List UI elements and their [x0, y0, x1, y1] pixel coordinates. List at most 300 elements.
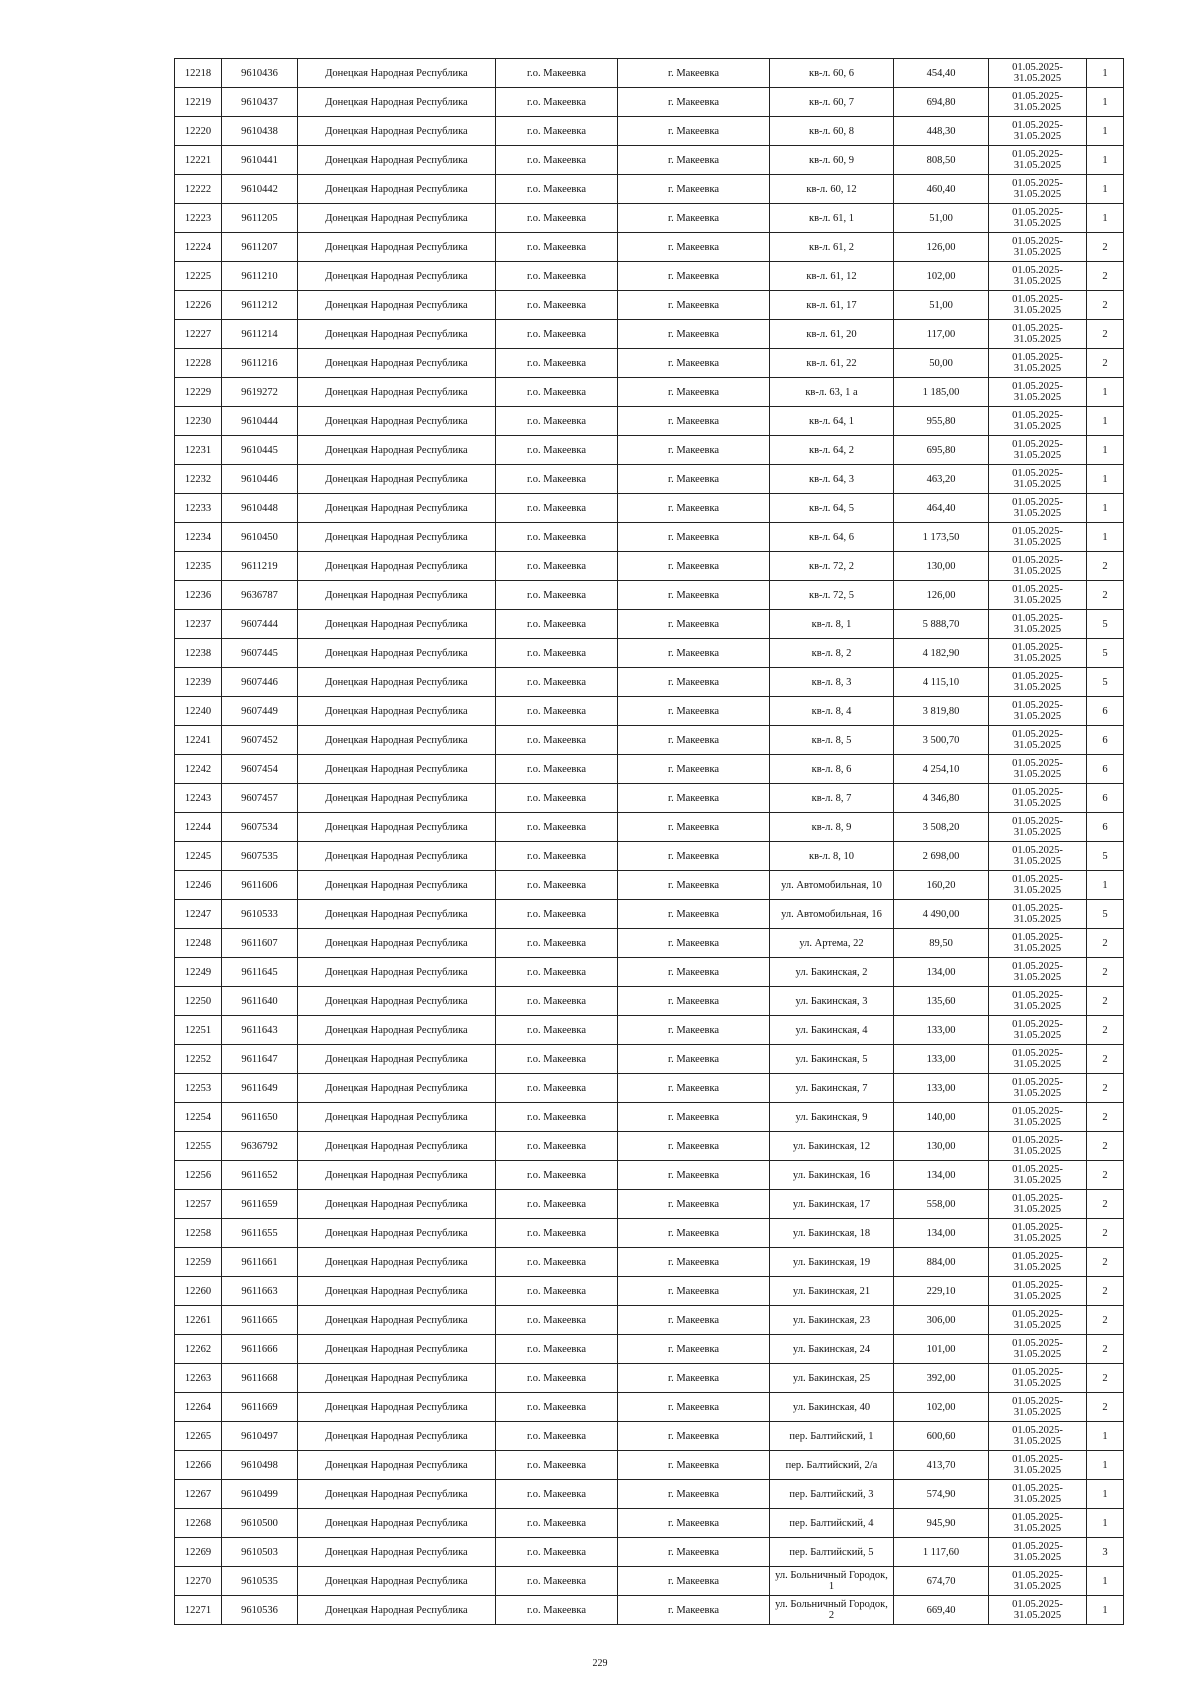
row-number-cell: 12232 [175, 465, 222, 494]
address-cell: кв-л. 8, 10 [770, 842, 894, 871]
row-number-cell: 12228 [175, 349, 222, 378]
category-cell: 1 [1087, 523, 1124, 552]
amount-cell: 51,00 [894, 291, 989, 320]
row-number-cell: 12219 [175, 88, 222, 117]
category-cell: 5 [1087, 842, 1124, 871]
table-row [175, 1103, 1124, 1132]
district-cell: г.о. Макеевка [496, 291, 618, 320]
district-cell: г.о. Макеевка [496, 1393, 618, 1422]
table-row [175, 1538, 1124, 1567]
account-number-cell: 9607534 [222, 813, 298, 842]
row-number-cell: 12226 [175, 291, 222, 320]
district-cell: г.о. Макеевка [496, 1364, 618, 1393]
account-number-cell: 9611219 [222, 552, 298, 581]
account-number-cell: 9610445 [222, 436, 298, 465]
category-cell: 1 [1087, 204, 1124, 233]
account-number-cell: 9607452 [222, 726, 298, 755]
table-row [175, 262, 1124, 291]
category-cell: 1 [1087, 1422, 1124, 1451]
account-number-cell: 9610438 [222, 117, 298, 146]
period-cell: 01.05.2025-31.05.2025 [989, 1132, 1087, 1161]
category-cell: 2 [1087, 1161, 1124, 1190]
address-cell: кв-л. 64, 1 [770, 407, 894, 436]
district-cell: г.о. Макеевка [496, 813, 618, 842]
amount-cell: 4 254,10 [894, 755, 989, 784]
district-cell: г.о. Макеевка [496, 958, 618, 987]
address-cell: пер. Балтийский, 3 [770, 1480, 894, 1509]
category-cell: 1 [1087, 436, 1124, 465]
category-cell: 5 [1087, 668, 1124, 697]
region-cell: Донецкая Народная Республика [298, 407, 496, 436]
address-cell: ул. Больничный Городок, 1 [770, 1567, 894, 1596]
table-row [175, 958, 1124, 987]
amount-cell: 134,00 [894, 1161, 989, 1190]
address-cell: кв-л. 8, 6 [770, 755, 894, 784]
row-number-cell: 12233 [175, 494, 222, 523]
amount-cell: 558,00 [894, 1190, 989, 1219]
account-number-cell: 9611665 [222, 1306, 298, 1335]
table-row [175, 1045, 1124, 1074]
district-cell: г.о. Макеевка [496, 407, 618, 436]
period-cell: 01.05.2025-31.05.2025 [989, 1190, 1087, 1219]
city-cell: г. Макеевка [618, 1219, 770, 1248]
region-cell: Донецкая Народная Республика [298, 842, 496, 871]
period-cell: 01.05.2025-31.05.2025 [989, 1306, 1087, 1335]
city-cell: г. Макеевка [618, 1509, 770, 1538]
city-cell: г. Макеевка [618, 1451, 770, 1480]
table-row [175, 204, 1124, 233]
period-cell: 01.05.2025-31.05.2025 [989, 900, 1087, 929]
account-number-cell: 9610499 [222, 1480, 298, 1509]
row-number-cell: 12238 [175, 639, 222, 668]
amount-cell: 464,40 [894, 494, 989, 523]
row-number-cell: 12259 [175, 1248, 222, 1277]
region-cell: Донецкая Народная Республика [298, 1393, 496, 1422]
category-cell: 1 [1087, 1509, 1124, 1538]
row-number-cell: 12218 [175, 59, 222, 88]
period-cell: 01.05.2025-31.05.2025 [989, 523, 1087, 552]
account-number-cell: 9611643 [222, 1016, 298, 1045]
row-number-cell: 12237 [175, 610, 222, 639]
district-cell: г.о. Макеевка [496, 233, 618, 262]
row-number-cell: 12225 [175, 262, 222, 291]
city-cell: г. Макеевка [618, 726, 770, 755]
district-cell: г.о. Макеевка [496, 1161, 618, 1190]
region-cell: Донецкая Народная Республика [298, 987, 496, 1016]
district-cell: г.о. Макеевка [496, 1480, 618, 1509]
district-cell: г.о. Макеевка [496, 842, 618, 871]
category-cell: 2 [1087, 1045, 1124, 1074]
period-cell: 01.05.2025-31.05.2025 [989, 958, 1087, 987]
city-cell: г. Макеевка [618, 784, 770, 813]
city-cell: г. Макеевка [618, 1306, 770, 1335]
page-number: 229 [592, 1658, 608, 1669]
account-number-cell: 9610536 [222, 1596, 298, 1625]
region-cell: Донецкая Народная Республика [298, 349, 496, 378]
district-cell: г.о. Макеевка [496, 987, 618, 1016]
region-cell: Донецкая Народная Республика [298, 697, 496, 726]
district-cell: г.о. Макеевка [496, 1132, 618, 1161]
category-cell: 2 [1087, 581, 1124, 610]
district-cell: г.о. Макеевка [496, 1335, 618, 1364]
region-cell: Донецкая Народная Республика [298, 726, 496, 755]
row-number-cell: 12231 [175, 436, 222, 465]
row-number-cell: 12247 [175, 900, 222, 929]
district-cell: г.о. Макеевка [496, 1103, 618, 1132]
table-row [175, 1277, 1124, 1306]
table-row [175, 291, 1124, 320]
table-row [175, 1509, 1124, 1538]
address-cell: кв-л. 60, 7 [770, 88, 894, 117]
region-cell: Донецкая Народная Республика [298, 581, 496, 610]
period-cell: 01.05.2025-31.05.2025 [989, 1538, 1087, 1567]
row-number-cell: 12224 [175, 233, 222, 262]
amount-cell: 160,20 [894, 871, 989, 900]
address-cell: ул. Бакинская, 9 [770, 1103, 894, 1132]
amount-cell: 808,50 [894, 146, 989, 175]
category-cell: 1 [1087, 175, 1124, 204]
address-cell: кв-л. 8, 2 [770, 639, 894, 668]
region-cell: Донецкая Народная Республика [298, 59, 496, 88]
address-cell: кв-л. 72, 2 [770, 552, 894, 581]
period-cell: 01.05.2025-31.05.2025 [989, 436, 1087, 465]
table-row [175, 1393, 1124, 1422]
district-cell: г.о. Макеевка [496, 320, 618, 349]
category-cell: 2 [1087, 987, 1124, 1016]
row-number-cell: 12229 [175, 378, 222, 407]
region-cell: Донецкая Народная Республика [298, 1161, 496, 1190]
period-cell: 01.05.2025-31.05.2025 [989, 697, 1087, 726]
table-row [175, 436, 1124, 465]
category-cell: 3 [1087, 1538, 1124, 1567]
address-cell: ул. Бакинская, 4 [770, 1016, 894, 1045]
district-cell: г.о. Макеевка [496, 726, 618, 755]
amount-cell: 133,00 [894, 1074, 989, 1103]
address-cell: кв-л. 8, 1 [770, 610, 894, 639]
account-number-cell: 9611655 [222, 1219, 298, 1248]
row-number-cell: 12254 [175, 1103, 222, 1132]
table-row [175, 349, 1124, 378]
amount-cell: 3 500,70 [894, 726, 989, 755]
period-cell: 01.05.2025-31.05.2025 [989, 1422, 1087, 1451]
account-number-cell: 9611661 [222, 1248, 298, 1277]
city-cell: г. Макеевка [618, 987, 770, 1016]
region-cell: Донецкая Народная Республика [298, 1219, 496, 1248]
city-cell: г. Макеевка [618, 1132, 770, 1161]
district-cell: г.о. Макеевка [496, 1422, 618, 1451]
row-number-cell: 12246 [175, 871, 222, 900]
row-number-cell: 12255 [175, 1132, 222, 1161]
address-cell: кв-л. 60, 9 [770, 146, 894, 175]
table-row [175, 668, 1124, 697]
district-cell: г.о. Макеевка [496, 1219, 618, 1248]
region-cell: Донецкая Народная Республика [298, 1132, 496, 1161]
city-cell: г. Макеевка [618, 117, 770, 146]
address-cell: кв-л. 8, 4 [770, 697, 894, 726]
address-cell: кв-л. 61, 20 [770, 320, 894, 349]
region-cell: Донецкая Народная Республика [298, 1509, 496, 1538]
city-cell: г. Макеевка [618, 59, 770, 88]
district-cell: г.о. Макеевка [496, 175, 618, 204]
city-cell: г. Макеевка [618, 436, 770, 465]
period-cell: 01.05.2025-31.05.2025 [989, 1248, 1087, 1277]
category-cell: 2 [1087, 1277, 1124, 1306]
city-cell: г. Макеевка [618, 1277, 770, 1306]
city-cell: г. Макеевка [618, 1422, 770, 1451]
region-cell: Донецкая Народная Республика [298, 755, 496, 784]
table-row [175, 697, 1124, 726]
region-cell: Донецкая Народная Республика [298, 1567, 496, 1596]
address-cell: кв-л. 64, 6 [770, 523, 894, 552]
address-cell: кв-л. 64, 2 [770, 436, 894, 465]
city-cell: г. Макеевка [618, 871, 770, 900]
address-cell: кв-л. 8, 5 [770, 726, 894, 755]
period-cell: 01.05.2025-31.05.2025 [989, 581, 1087, 610]
table-row [175, 1190, 1124, 1219]
table-row [175, 117, 1124, 146]
amount-cell: 4 346,80 [894, 784, 989, 813]
period-cell: 01.05.2025-31.05.2025 [989, 1451, 1087, 1480]
city-cell: г. Макеевка [618, 407, 770, 436]
period-cell: 01.05.2025-31.05.2025 [989, 233, 1087, 262]
address-cell: ул. Автомобильная, 10 [770, 871, 894, 900]
category-cell: 5 [1087, 639, 1124, 668]
city-cell: г. Макеевка [618, 929, 770, 958]
row-number-cell: 12221 [175, 146, 222, 175]
city-cell: г. Макеевка [618, 1335, 770, 1364]
table-row [175, 842, 1124, 871]
address-cell: кв-л. 8, 9 [770, 813, 894, 842]
district-cell: г.о. Макеевка [496, 1190, 618, 1219]
amount-cell: 102,00 [894, 1393, 989, 1422]
row-number-cell: 12245 [175, 842, 222, 871]
district-cell: г.о. Макеевка [496, 668, 618, 697]
district-cell: г.о. Макеевка [496, 262, 618, 291]
period-cell: 01.05.2025-31.05.2025 [989, 1103, 1087, 1132]
table-row [175, 1480, 1124, 1509]
category-cell: 1 [1087, 1567, 1124, 1596]
address-cell: ул. Бакинская, 19 [770, 1248, 894, 1277]
category-cell: 2 [1087, 291, 1124, 320]
region-cell: Донецкая Народная Республика [298, 813, 496, 842]
city-cell: г. Макеевка [618, 813, 770, 842]
period-cell: 01.05.2025-31.05.2025 [989, 987, 1087, 1016]
period-cell: 01.05.2025-31.05.2025 [989, 59, 1087, 88]
period-cell: 01.05.2025-31.05.2025 [989, 1596, 1087, 1625]
city-cell: г. Макеевка [618, 581, 770, 610]
region-cell: Донецкая Народная Республика [298, 1016, 496, 1045]
table-row [175, 755, 1124, 784]
table-row [175, 494, 1124, 523]
account-number-cell: 9636792 [222, 1132, 298, 1161]
table-row [175, 59, 1124, 88]
address-cell: кв-л. 61, 12 [770, 262, 894, 291]
amount-cell: 117,00 [894, 320, 989, 349]
account-number-cell: 9607454 [222, 755, 298, 784]
table-row [175, 900, 1124, 929]
row-number-cell: 12257 [175, 1190, 222, 1219]
period-cell: 01.05.2025-31.05.2025 [989, 668, 1087, 697]
account-number-cell: 9610497 [222, 1422, 298, 1451]
period-cell: 01.05.2025-31.05.2025 [989, 349, 1087, 378]
period-cell: 01.05.2025-31.05.2025 [989, 1161, 1087, 1190]
table-row [175, 1219, 1124, 1248]
city-cell: г. Макеевка [618, 1161, 770, 1190]
region-cell: Донецкая Народная Республика [298, 204, 496, 233]
district-cell: г.о. Макеевка [496, 755, 618, 784]
city-cell: г. Макеевка [618, 291, 770, 320]
region-cell: Донецкая Народная Республика [298, 1364, 496, 1393]
row-number-cell: 12240 [175, 697, 222, 726]
period-cell: 01.05.2025-31.05.2025 [989, 204, 1087, 233]
period-cell: 01.05.2025-31.05.2025 [989, 1335, 1087, 1364]
row-number-cell: 12262 [175, 1335, 222, 1364]
period-cell: 01.05.2025-31.05.2025 [989, 175, 1087, 204]
city-cell: г. Макеевка [618, 1045, 770, 1074]
city-cell: г. Макеевка [618, 1364, 770, 1393]
row-number-cell: 12265 [175, 1422, 222, 1451]
row-number-cell: 12241 [175, 726, 222, 755]
category-cell: 2 [1087, 320, 1124, 349]
category-cell: 2 [1087, 1335, 1124, 1364]
account-number-cell: 9607535 [222, 842, 298, 871]
district-cell: г.о. Макеевка [496, 494, 618, 523]
account-number-cell: 9607457 [222, 784, 298, 813]
region-cell: Донецкая Народная Республика [298, 1277, 496, 1306]
account-number-cell: 9610446 [222, 465, 298, 494]
account-number-cell: 9611669 [222, 1393, 298, 1422]
table-row [175, 175, 1124, 204]
amount-cell: 51,00 [894, 204, 989, 233]
city-cell: г. Макеевка [618, 465, 770, 494]
period-cell: 01.05.2025-31.05.2025 [989, 755, 1087, 784]
row-number-cell: 12253 [175, 1074, 222, 1103]
amount-cell: 5 888,70 [894, 610, 989, 639]
district-cell: г.о. Макеевка [496, 1567, 618, 1596]
row-number-cell: 12234 [175, 523, 222, 552]
amount-cell: 135,60 [894, 987, 989, 1016]
row-number-cell: 12248 [175, 929, 222, 958]
category-cell: 1 [1087, 407, 1124, 436]
category-cell: 6 [1087, 726, 1124, 755]
city-cell: г. Макеевка [618, 668, 770, 697]
period-cell: 01.05.2025-31.05.2025 [989, 929, 1087, 958]
address-cell: ул. Бакинская, 24 [770, 1335, 894, 1364]
region-cell: Донецкая Народная Республика [298, 1190, 496, 1219]
amount-cell: 674,70 [894, 1567, 989, 1596]
address-cell: кв-л. 61, 1 [770, 204, 894, 233]
period-cell: 01.05.2025-31.05.2025 [989, 784, 1087, 813]
row-number-cell: 12220 [175, 117, 222, 146]
region-cell: Донецкая Народная Республика [298, 1335, 496, 1364]
amount-cell: 463,20 [894, 465, 989, 494]
row-number-cell: 12251 [175, 1016, 222, 1045]
region-cell: Донецкая Народная Республика [298, 871, 496, 900]
account-number-cell: 9611649 [222, 1074, 298, 1103]
city-cell: г. Макеевка [618, 320, 770, 349]
region-cell: Донецкая Народная Республика [298, 436, 496, 465]
region-cell: Донецкая Народная Республика [298, 1422, 496, 1451]
district-cell: г.о. Макеевка [496, 1509, 618, 1538]
account-number-cell: 9610533 [222, 900, 298, 929]
period-cell: 01.05.2025-31.05.2025 [989, 262, 1087, 291]
account-number-cell: 9607449 [222, 697, 298, 726]
row-number-cell: 12264 [175, 1393, 222, 1422]
period-cell: 01.05.2025-31.05.2025 [989, 813, 1087, 842]
period-cell: 01.05.2025-31.05.2025 [989, 1364, 1087, 1393]
amount-cell: 130,00 [894, 1132, 989, 1161]
account-number-cell: 9610498 [222, 1451, 298, 1480]
address-cell: пер. Балтийский, 1 [770, 1422, 894, 1451]
city-cell: г. Макеевка [618, 1567, 770, 1596]
table-body [175, 59, 1124, 1625]
city-cell: г. Макеевка [618, 958, 770, 987]
district-cell: г.о. Макеевка [496, 784, 618, 813]
district-cell: г.о. Макеевка [496, 1074, 618, 1103]
region-cell: Донецкая Народная Республика [298, 668, 496, 697]
region-cell: Донецкая Народная Республика [298, 1074, 496, 1103]
address-cell: кв-л. 61, 22 [770, 349, 894, 378]
period-cell: 01.05.2025-31.05.2025 [989, 1277, 1087, 1306]
city-cell: г. Макеевка [618, 1596, 770, 1625]
category-cell: 1 [1087, 378, 1124, 407]
address-cell: кв-л. 64, 3 [770, 465, 894, 494]
address-cell: пер. Балтийский, 4 [770, 1509, 894, 1538]
region-cell: Донецкая Народная Республика [298, 233, 496, 262]
period-cell: 01.05.2025-31.05.2025 [989, 726, 1087, 755]
address-cell: ул. Больничный Городок, 2 [770, 1596, 894, 1625]
district-cell: г.о. Макеевка [496, 378, 618, 407]
table-row [175, 987, 1124, 1016]
period-cell: 01.05.2025-31.05.2025 [989, 842, 1087, 871]
district-cell: г.о. Макеевка [496, 523, 618, 552]
row-number-cell: 12239 [175, 668, 222, 697]
amount-cell: 454,40 [894, 59, 989, 88]
category-cell: 2 [1087, 552, 1124, 581]
region-cell: Донецкая Народная Республика [298, 1306, 496, 1335]
account-number-cell: 9610535 [222, 1567, 298, 1596]
category-cell: 2 [1087, 1074, 1124, 1103]
amount-cell: 134,00 [894, 958, 989, 987]
period-cell: 01.05.2025-31.05.2025 [989, 320, 1087, 349]
city-cell: г. Макеевка [618, 523, 770, 552]
amount-cell: 101,00 [894, 1335, 989, 1364]
address-cell: ул. Бакинская, 40 [770, 1393, 894, 1422]
account-number-cell: 9611214 [222, 320, 298, 349]
amount-cell: 600,60 [894, 1422, 989, 1451]
city-cell: г. Макеевка [618, 1538, 770, 1567]
address-cell: ул. Бакинская, 18 [770, 1219, 894, 1248]
account-number-cell: 9611212 [222, 291, 298, 320]
row-number-cell: 12236 [175, 581, 222, 610]
table-row [175, 1161, 1124, 1190]
region-cell: Донецкая Народная Республика [298, 88, 496, 117]
region-cell: Донецкая Народная Республика [298, 465, 496, 494]
district-cell: г.о. Макеевка [496, 117, 618, 146]
row-number-cell: 12271 [175, 1596, 222, 1625]
account-number-cell: 9610444 [222, 407, 298, 436]
table-row [175, 1248, 1124, 1277]
address-cell: ул. Автомобильная, 16 [770, 900, 894, 929]
city-cell: г. Макеевка [618, 1393, 770, 1422]
category-cell: 6 [1087, 813, 1124, 842]
category-cell: 2 [1087, 1393, 1124, 1422]
category-cell: 2 [1087, 233, 1124, 262]
row-number-cell: 12267 [175, 1480, 222, 1509]
region-cell: Донецкая Народная Республика [298, 523, 496, 552]
amount-cell: 448,30 [894, 117, 989, 146]
table-row [175, 1132, 1124, 1161]
